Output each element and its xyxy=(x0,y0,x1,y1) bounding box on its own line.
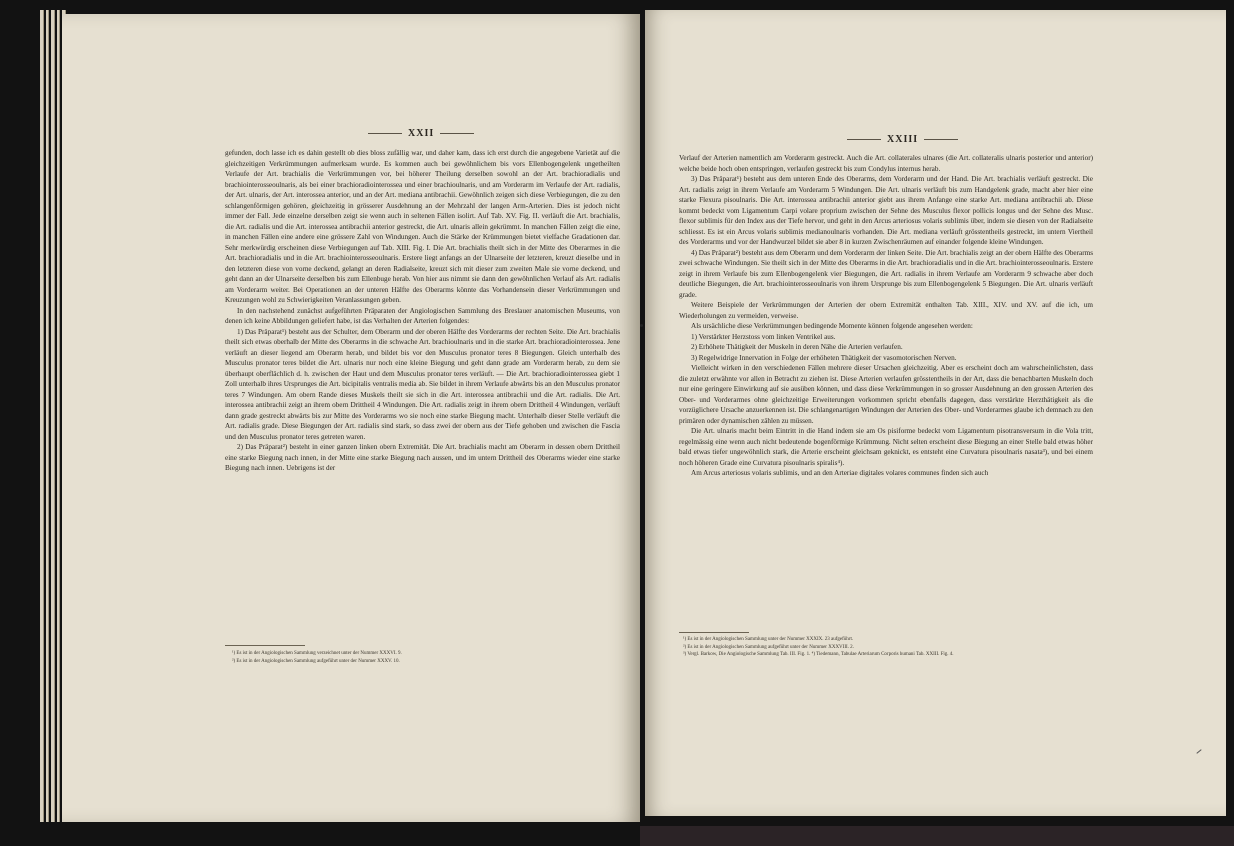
right-paragraph-8: Am Arcus arteriosus volaris sublimis, und an den Arteriae digitales volares communes finden sich auch xyxy=(691,469,989,477)
right-page-number: XXIII xyxy=(887,134,919,145)
left-paragraph-2: In den nachstehend zunächst aufgeführten Präparaten der Angiologischen Sammlung des Breslauer anatomischen Museums, von denen ich keine Abbildungen geliefert habe, ist das Verhalten der Arterien folgendes: xyxy=(225,306,620,325)
left-paragraph-1: gefunden, doch lasse ich es dahin gestellt ob dies bloss zufällig war, und daher kam, dass ich erst durch die angegebene Varietät auf die gleichzeitigen Verkrümmungen aufmerksam wurde. Es kommen auch bei gewöhnlichem bis vors Ellenbogengelenk ungetheilten Verlaufe der Art. brachialis die Verkrümmungen vor, bei höherer Theilung derselben sowohl an der Art. brachioradialis und brachiointerosseoulnaris, als bei einer brachioradiointerossea und einer brachioulnaris, und am Vorderarm im Verlaufe der Art. radialis, der Art. ulnaris, der Art. interossea anterior, und an der Art. mediana antibrachii. Gewöhnlich zeigen sich diese Verbiegungen, die zu den schlangenförmigen gehören, gleichzeitig in grösserer Ausdehnung an der Mehrzahl der langen Arm-Arterien. Dies ist jedoch nicht immer der Fall. Jede einzelne derselben zeigt sie wenn auch in seltenen Fällen isolirt. Auf Tab. XV. Fig. II. verläuft die Art. brachialis, die Art. radialis und die Art. interossea antibrachii anterior gestreckt, die Art. ulnaris allein gekrümmt. In manchen Fällen zeigt die eine, in manchen Fällen eine andere eine grössere Zahl von Windungen. Auch die Stärke der Krümmungen bietet vielfache Gradationen dar. Sehr merkwürdig erscheinen diese Verbiegungen auf Tab. XIII. Fig. I. Die Art. brachialis theilt sich in der Mitte des Oberarmes in die Art. brachioradialis und in die Art. brachiointerosseoulnaris. Erstere liegt anfangs an der Ulnarseite der letzteren, kreuzt dieselbe und in den letzteren diese von vorne deckend, gelangt an deren Radialseite, kreuzt sich mit dieser zum zweiten Male sie vorne deckend, und geht dann an der Ulnarseite derselben bis zum Ellenbuge herab. Von hier aus nimmt sie dann den gewöhnlichen Verlauf als Art. radialis am Vorderarm weiter. Bei Operationen an der unteren Hälfte des Oberarms könnte das Vorhandensein dieser Verkrümmungen und Kreuzungen wohl zu Schwierigkeiten Veranlassungen geben. xyxy=(225,149,620,304)
right-list-item-2: 2) Erhöhete Thätigkeit der Muskeln in deren Nähe die Arterien verlaufen. xyxy=(691,343,903,351)
right-paragraph-2: 3) Das Präparat¹) besteht aus dem unteren Ende des Oberarms, dem Vorderarm und der Hand. Die Art. brachialis verläuft gestreckt. Die Art. radialis zeigt in ihrem Verlaufe am Vorderarm 5 Windungen. Die Art. ulnaris verläuft bis zum Handgelenk grade, macht aber hier eine starke Flexura pisoulnaris. Die Art. interossea antibrachii anterior giebt aus ihrem Anfange eine starke Art. mediana antibrachii ab. Diese kommt bedeckt vom Ligamentum Carpi volare proprium zwischen der Sehne des Musculus flexor pollicis longus und der Sehne des Musc. flexor sublimis für den Index aus der Tiefe hervor, und geht in den Arcus arteriosus volaris sublimis über, indem sie diesen von der Radialseite schliesst. Es ist ein Arcus volaris sublimis medianoulnaris vorhanden. Die Art. mediana verläuft grösstentheils gestreckt, im untern Viertheil des Vorderarms und vor der Handwurzel bildet sie aber 8 in kurzen Zwischenräumen auf einander folgende kleine Windungen. xyxy=(679,175,1093,246)
right-page xyxy=(645,10,1226,816)
right-footnote-2: ²) Es ist in der Angiologischen Sammlung aufgeführt unter der Nummer XXXVIII. 2. xyxy=(683,644,854,650)
left-paragraph-4: 2) Das Präparat²) besteht in einer ganzen linken obern Extremität. Die Art. brachialis macht am Oberarm in dessen obern Drittheil eine starke Biegung nach innen, in der Mitte eine starke Biegung nach aussen, und im untern Drittheil des Oberarms wieder eine starke Biegung nach innen. Uebrigens ist der xyxy=(225,443,620,472)
right-list-item-3: 3) Regelwidrige Innervation in Folge der erhöheten Thätigkeit der vasomotorischen Nerven. xyxy=(691,353,957,362)
right-body-text xyxy=(679,153,1093,479)
gutter-speck xyxy=(640,324,643,327)
right-footnote-rule xyxy=(679,632,749,633)
left-page-number: XXII xyxy=(408,128,435,139)
left-page xyxy=(62,14,640,822)
right-footnotes xyxy=(683,636,954,659)
right-paragraph-5: Als ursächliche diese Verkrümmungen bedingende Momente können folgende angesehen werden: xyxy=(691,322,973,330)
right-paragraph-1: Verlauf der Arterien namentlich am Vorderarm gestreckt. Auch die Art. collaterales ulnares (die Art. collateralis ulnaris posterior und anterior) welche beide hoch oben entspringen, verlaufen gestreckt bis zum Condylus internus herab. xyxy=(679,154,1093,173)
right-footnote-1: ¹) Es ist in der Angiologischen Sammlung unter der Nummer XXXIX. 23 aufgeführt. xyxy=(683,637,854,642)
right-paragraph-3: 4) Das Präparat²) besteht aus dem Oberarm und dem Vorderarm der linken Seite. Die Art. brachialis zeigt an der obern Hälfte des Oberarms zwei schwache Windungen. Sie theilt sich in der Mitte des Oberarms in die Art. brachioradialis und in die Art. brachiointerosseoulnaris. Erstere zeigt in ihrem Verlaufe bis zum Ellenbogengelenk vier Biegungen, die Art. radialis in ihrem Verlaufe am Vorderarm 9 schwache aber doch deutliche Biegungen, die Art. brachiointerosseoulnaris von ihrem Ursprunge bis zum Ellenbogengelenk 5 Biegungen. Die Art. ulnaris verläuft grade. xyxy=(679,248,1093,299)
left-running-header xyxy=(368,128,474,139)
left-footnote-rule xyxy=(225,645,305,646)
left-footnotes xyxy=(232,650,402,665)
left-footnote-1: ¹) Es ist in der Angiologischen Sammlung verzeichnet unter der Nummer XXXVI. 9. xyxy=(232,651,402,656)
left-footnote-2: ²) Es ist in der Angiologischen Sammlung aufgeführt unter der Nummer XXXV. 10. xyxy=(232,658,400,664)
right-paragraph-7: Die Art. ulnaris macht beim Eintritt in die Hand indem sie am Os pisiforme bedeckt vom Ligamentum pisotransversum in die Vola tritt, regelmässig eine wenn auch nicht bedeutende bogenförmige Krümmung. Nicht selten erscheint diese Biegung an einer Stelle bald etwas höher bald etwas tiefer ungewöhnlich stark, die Arterie erscheint gleichsam geknickt, es entsteht eine Curvatura pisoulnaris nasata³), und bei einem noch höheren Grade eine Curvatura pisoulnaris spiralis⁴). xyxy=(679,427,1093,467)
right-footnote-3: ³) Vergl. Barkow, Die Angiologische Sammlung Tab. III. Fig. 1. ⁴) Tiedemann, Tabulae Arteriarum Corporis humani Tab. XXIII. Fig. 4. xyxy=(683,652,954,657)
right-list-item-1: 1) Verstärkter Herzstoss vom linken Ventrikel aus. xyxy=(691,332,836,341)
left-paragraph-3: 1) Das Präparat¹) besteht aus der Schulter, dem Oberarm und der oberen Hälfte des Vorderarms der rechten Seite. Die Art. brachialis theilt sich etwas oberhalb der Mitte des Oberarms in die schwache Art. brachioulnaris und in die starke Art. brachioradiointerossea. Jene verläuft an dieser liegend am Oberarm herab, und bildet bis vor den Musculus pronator teres 8 Biegungen. Gleich unterhalb des Musculus pronator teres bildet die Art. ulnaris nur noch eine kleine Biegung und geht dann grade am Vorderarm herab, zu dem sie überhaupt oberflächlich d. h. zwischen der Haut und dem Musculus pronator teres verläuft. — Die Art. brachioradiointerossea giebt 1 Zoll unterhalb ihres Ursprunges die Art. bicipitalis ventralis media ab. Sie bildet in ihrem Verlaufe abwärts bis an den Musculus pronator teres 7 Windungen. Am obern Rande dieses Muskels theilt sie sich in die Art. interossea antibrachii und die Art. radialis. Die Art. interossea antibrachii zeigt an ihrem obern Drittheil 4 Windungen. Die Art. radialis zeigt in ihrem obern Drittheil 4 Windungen, verläuft dann grade gestreckt abwärts bis zur Mitte des Vorderarms wo sie noch eine starke Biegung macht. Unterhalb dieser Stelle verläuft die Art. radialis grade. Diese Biegungen der Art. radialis sind stark, so dass zwei der obern aus der Tiefe gehoben und zwischen die Fascia und den Musculus pronator teres getreten waren. xyxy=(225,327,620,441)
left-body-text xyxy=(225,148,620,474)
scanner-bottom-band xyxy=(640,826,1234,846)
right-paragraph-6: Vielleicht wirken in den verschiedenen Fällen mehrere dieser Ursachen gleichzeitig. Aber es erscheint doch am wahrscheinlichsten, dass die zuletzt erwähnte vor allen in Betracht zu ziehen ist. Diese Arterien verlaufen grösstentheils in der Art, dass die benachbarten Muskeln doch nur eine geringere Einwirkung auf sie ausüben können, und dass diese Verkrümmungen in so grosser Ausdehnung an den grossen Arterien des Ober- und Vorderarmes ohne gleichzeitige Erweiterungen vorkommen spricht ebenfalls dagegen, dass verstärkte Herzthätigkeit als die vorzüglichere Ursache anzuerkennen ist. Die schlangenartigen Windungen der Arterien des Ober- und Vorderarmes glaube ich demnach zu den primären oder dynamischen zählen zu müssen. xyxy=(679,364,1093,425)
right-paragraph-4: Weitere Beispiele der Verkrümmungen der Arterien der obern Extremität enthalten Tab. XIII., XIV. und XV. auf die ich, um Wiederholungen zu vermeiden, verweise. xyxy=(679,301,1093,320)
right-running-header xyxy=(847,134,958,145)
